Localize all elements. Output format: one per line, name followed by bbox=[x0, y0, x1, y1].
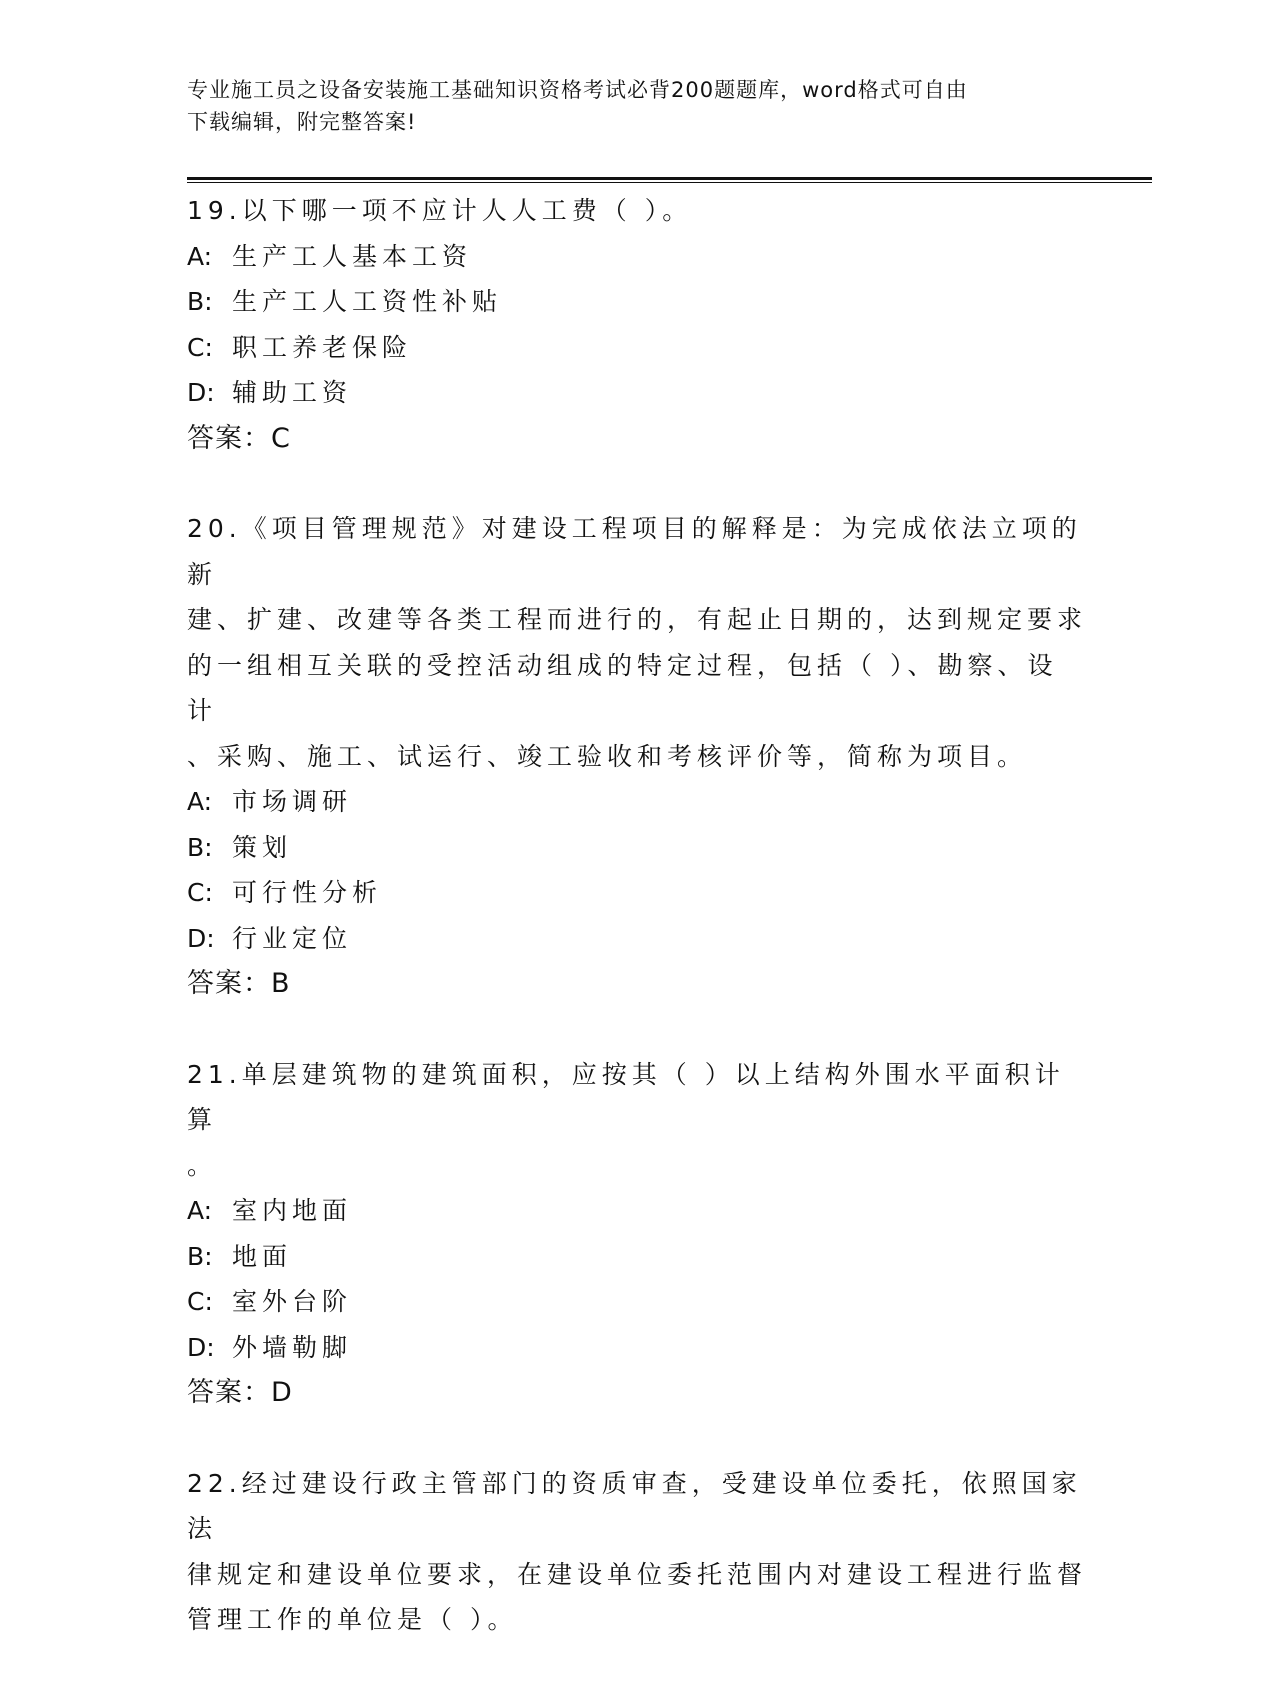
answer-line: 答案：B bbox=[187, 968, 291, 999]
option-text: 地面 bbox=[232, 1241, 293, 1271]
question-stem-line: 22.经过建设行政主管部门的资质审查，受建设单位委托，依照国家法 bbox=[187, 1468, 1082, 1543]
header-line-2: 下载编辑，附完整答案! bbox=[187, 110, 417, 134]
option-text: 室外台阶 bbox=[232, 1287, 353, 1316]
option-b bbox=[187, 279, 1087, 325]
option-d bbox=[187, 916, 1087, 962]
option-c bbox=[187, 1279, 1087, 1325]
option-text: 市场调研 bbox=[232, 787, 353, 816]
question-stem-line: 。 bbox=[187, 1150, 218, 1180]
question-21 bbox=[187, 1052, 1087, 1416]
question-list bbox=[187, 188, 1087, 1688]
option-letter: B: bbox=[187, 832, 213, 862]
option-text: 策划 bbox=[232, 832, 293, 862]
option-letter: C: bbox=[187, 878, 213, 907]
option-letter: B: bbox=[187, 1241, 213, 1271]
question-stem-line: 的一组相互关联的受控活动组成的特定过程，包括（ ）、勘察、设计 bbox=[187, 650, 1058, 725]
option-b bbox=[187, 825, 1087, 871]
question-stem-line: 20.《项目管理规范》对建设工程项目的解释是：为完成依法立项的新 bbox=[187, 514, 1082, 589]
option-b bbox=[187, 1234, 1087, 1280]
option-c bbox=[187, 325, 1087, 371]
option-a bbox=[187, 1188, 1087, 1234]
option-letter: D: bbox=[187, 378, 215, 407]
header-divider-thick bbox=[187, 177, 1152, 180]
option-letter: B: bbox=[187, 287, 213, 316]
option-letter: A: bbox=[187, 787, 213, 816]
option-letter: A: bbox=[187, 241, 213, 271]
answer-line: 答案：D bbox=[187, 1377, 293, 1408]
option-a bbox=[187, 779, 1087, 825]
option-c bbox=[187, 870, 1087, 916]
question-stem-line: 19.以下哪一项不应计人人工费（ ）。 bbox=[187, 196, 693, 225]
option-letter: C: bbox=[187, 1287, 213, 1316]
question-stem-line: 、采购、施工、试运行、竣工验收和考核评价等，简称为项目。 bbox=[187, 741, 1028, 771]
option-text: 辅助工资 bbox=[232, 378, 353, 407]
question-stem-line: 律规定和建设单位要求，在建设单位委托范围内对建设工程进行监督 bbox=[187, 1559, 1088, 1589]
option-a bbox=[187, 234, 1087, 280]
question-stem-line: 21.单层建筑物的建筑面积，应按其（ ）以上结构外围水平面积计算 bbox=[187, 1059, 1065, 1134]
option-text: 室内地面 bbox=[232, 1196, 353, 1225]
option-letter: A: bbox=[187, 1196, 213, 1225]
header-line-1: 专业施工员之设备安装施工基础知识资格考试必背200题题库，word格式可自由 bbox=[187, 78, 968, 102]
option-letter: D: bbox=[187, 923, 215, 953]
option-text: 可行性分析 bbox=[232, 878, 383, 907]
option-text: 行业定位 bbox=[232, 923, 353, 953]
answer-line: 答案：C bbox=[187, 422, 291, 454]
question-stem-line: 建、扩建、改建等各类工程而进行的，有起止日期的，达到规定要求 bbox=[187, 605, 1088, 634]
option-d bbox=[187, 370, 1087, 416]
option-d bbox=[187, 1325, 1087, 1371]
question-22 bbox=[187, 1461, 1087, 1643]
document-header bbox=[187, 74, 1067, 138]
option-text: 生产工人基本工资 bbox=[232, 241, 473, 271]
option-letter: D: bbox=[187, 1332, 215, 1362]
question-stem-line: 管理工作的单位是（ ）。 bbox=[187, 1605, 518, 1634]
option-text: 外墙勒脚 bbox=[232, 1332, 353, 1362]
question-20 bbox=[187, 506, 1087, 1007]
option-text: 职工养老保险 bbox=[232, 332, 413, 362]
option-text: 生产工人工资性补贴 bbox=[232, 287, 503, 316]
header-divider-thin bbox=[187, 182, 1152, 183]
question-19 bbox=[187, 188, 1087, 461]
option-letter: C: bbox=[187, 332, 213, 362]
